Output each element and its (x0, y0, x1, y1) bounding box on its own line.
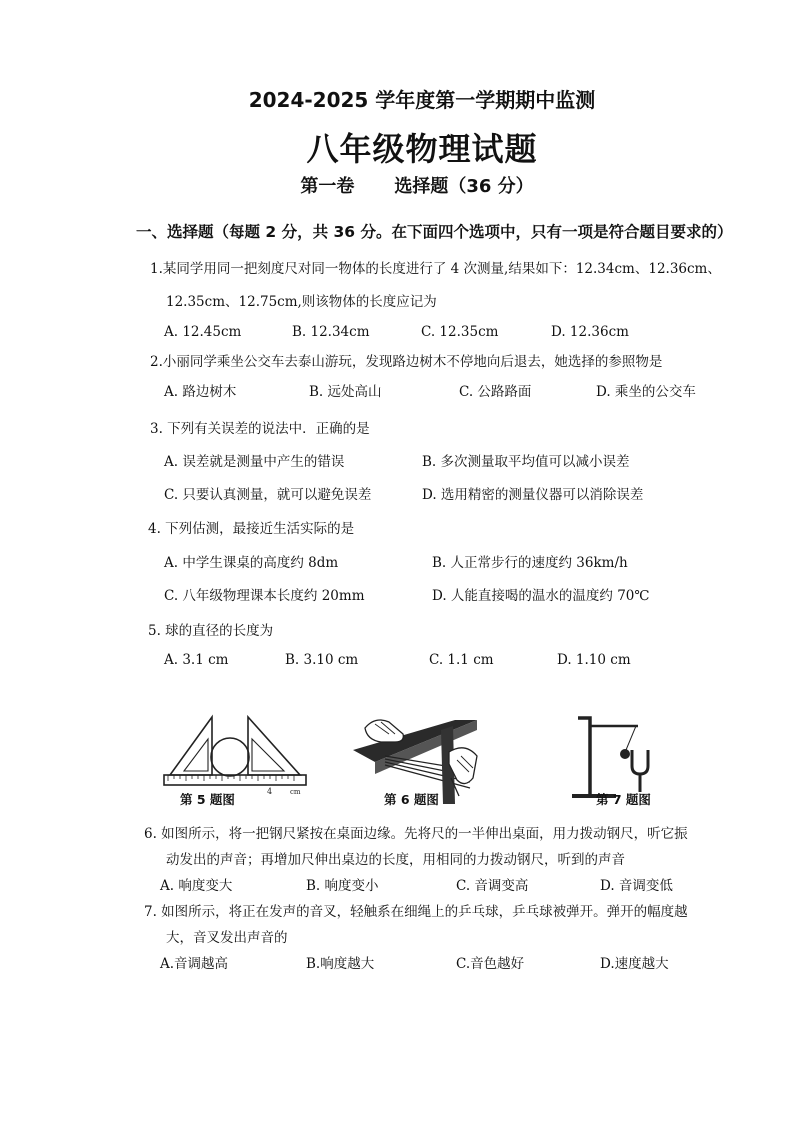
question-3-option-c: C. 只要认真测量，就可以避免误差 (164, 487, 372, 503)
question-1-option-b: B. 12.34cm (292, 324, 370, 340)
question-1-option-c: C. 12.35cm (421, 324, 499, 340)
ruler-mark-4: 4 (267, 787, 273, 796)
part-number: 第一卷 (300, 176, 355, 197)
figure-6-caption: 第 6 题图 (384, 792, 439, 807)
question-7-option-b: B.响度越大 (306, 956, 375, 972)
ruler-unit: cm (290, 788, 301, 796)
question-2-option-b: B. 远处高山 (309, 384, 382, 400)
question-7-option-d: D.速度越大 (600, 956, 669, 972)
question-6-option-d: D. 音调变低 (600, 878, 673, 894)
question-3-option-d: D. 选用精密的测量仪器可以消除误差 (422, 487, 644, 503)
question-1-option-a: A. 12.45cm (164, 324, 242, 340)
question-6-stem-line-2: 动发出的声音；再增加尺伸出桌边的长度，用相同的力拨动钢尺，听到的声音 (166, 852, 625, 868)
question-3-option-a: A. 误差就是测量中产生的错误 (164, 454, 345, 470)
exam-term-title: 2024-2025 学年度第一学期期中监测 (248, 88, 596, 112)
question-6-option-a: A. 响度变大 (160, 878, 233, 894)
question-6-option-c: C. 音调变高 (456, 878, 529, 894)
question-3-option-b: B. 多次测量取平均值可以减小误差 (422, 454, 630, 470)
question-7-option-c: C.音色越好 (456, 956, 525, 972)
question-1-stem-line-1: 1.某同学用同一把刻度尺对同一物体的长度进行了 4 次测量,结果如下：12.34cm、12.36cm、 (150, 261, 721, 277)
figure-5-caption: 第 5 题图 (180, 792, 235, 807)
question-3-stem: 3. 下列有关误差的说法中．正确的是 (150, 421, 370, 437)
question-4-option-d: D. 人能直接喝的温水的温度约 70℃ (432, 588, 650, 604)
question-5-option-d: D. 1.10 cm (557, 652, 631, 668)
question-1-stem-line-2: 12.35cm、12.75cm,则该物体的长度应记为 (166, 294, 437, 310)
question-7-option-a: A.音调越高 (160, 956, 229, 972)
question-5-stem: 5. 球的直径的长度为 (148, 623, 274, 639)
question-4-stem: 4. 下列估测，最接近生活实际的是 (148, 521, 355, 537)
question-6-stem-line-1: 6. 如图所示，将一把钢尺紧按在桌面边缘。先将尺的一半伸出桌面，用力拨动钢尺，听它振 (144, 826, 688, 842)
question-7-stem-line-2: 大，音叉发出声音的 (166, 930, 288, 946)
question-7-stem-line-1: 7. 如图所示，将正在发声的音叉，轻触系在细绳上的乒乓球，乒乓球被弹开。弹开的幅度越 (144, 904, 688, 920)
question-5-option-c: C. 1.1 cm (429, 652, 494, 668)
question-2-option-c: C. 公路路面 (459, 384, 532, 400)
question-6-option-b: B. 响度变小 (306, 878, 379, 894)
question-2-option-a: A. 路边树木 (164, 384, 237, 400)
figure-7-caption: 第 7 题图 (596, 792, 651, 807)
exam-subject-title: 八年级物理试题 (306, 130, 538, 168)
question-2-option-d: D. 乘坐的公交车 (596, 384, 696, 400)
question-5-option-a: A. 3.1 cm (164, 652, 229, 668)
question-4-option-b: B. 人正常步行的速度约 36km/h (432, 555, 628, 571)
part-title (0, 172, 794, 198)
part-description: 选择题（36 分） (394, 176, 534, 197)
question-4-option-c: C. 八年级物理课本长度约 20mm (164, 588, 365, 604)
question-2-stem: 2.小丽同学乘坐公交车去泰山游玩，发现路边树木不停地向后退去，她选择的参照物是 (150, 354, 663, 370)
question-1-option-d: D. 12.36cm (551, 324, 629, 340)
question-4-option-a: A. 中学生课桌的高度约 8dm (164, 555, 339, 571)
question-5-option-b: B. 3.10 cm (285, 652, 359, 668)
section-heading: 一、选择题（每题 2 分，共 36 分。在下面四个选项中，只有一项是符合题目要求的） (136, 223, 733, 241)
